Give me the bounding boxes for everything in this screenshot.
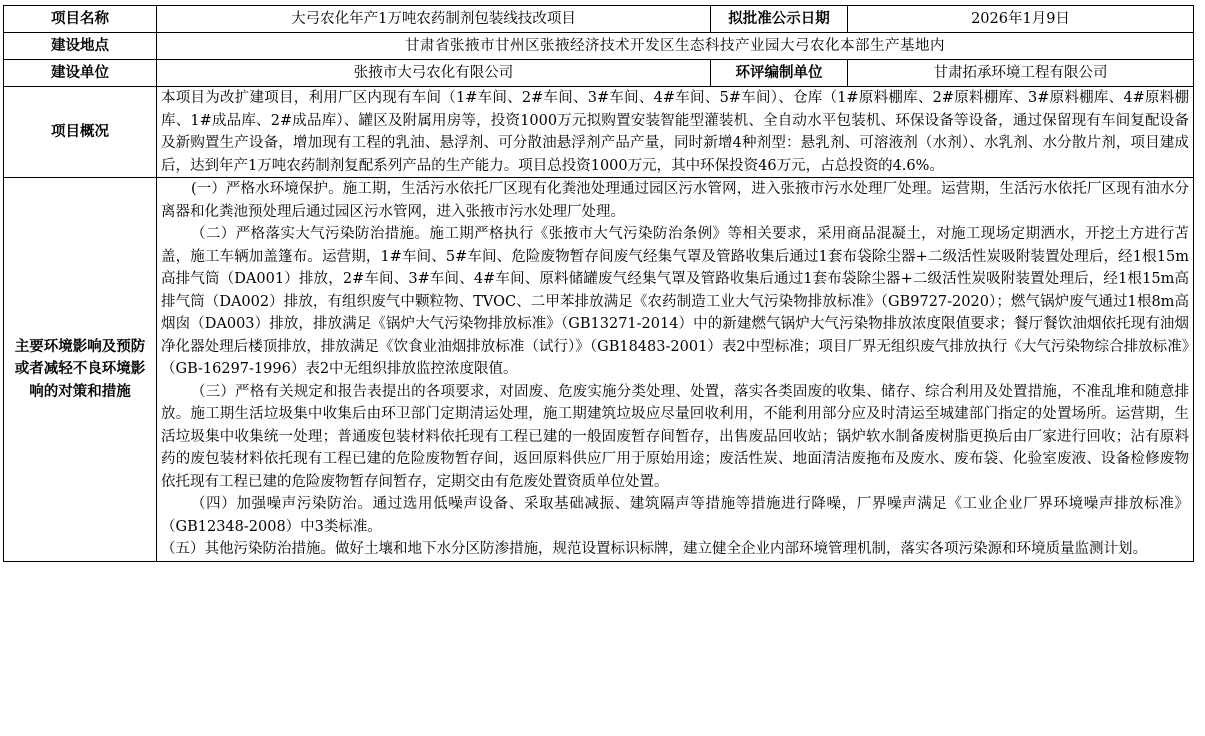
publicity-date-label: 拟批准公示日期 <box>711 6 848 33</box>
project-name-value: 大弓农化年产1万吨农药制剂包装线技改项目 <box>157 6 711 33</box>
eia-unit-label: 环评编制单位 <box>711 60 848 87</box>
builder-row <box>4 60 1194 87</box>
measures-row <box>4 178 1194 562</box>
measure-paragraph-other: （五）其他污染防治措施。做好土壤和地下水分区防渗措施，规范设置标识标牌，建立健全企业内部环境管理机制，落实各项污染源和环境质量监测计划。 <box>161 541 1147 557</box>
location-row <box>4 33 1194 60</box>
project-info-table <box>3 5 1194 562</box>
eia-unit-value: 甘肃拓承环境工程有限公司 <box>848 60 1194 87</box>
project-info-sheet <box>3 5 1193 562</box>
overview-paragraph: 本项目为改扩建项目，利用厂区内现有车间（1#车间、2#车间、3#车间、4#车间、5#车间）、仓库（1#原料棚库、2#原料棚库、3#原料棚库、4#原料棚库、1#成品库、2#成品库）、罐区及附属用房等，投资1000万元拟购置安装智能型灌装机、全自动水平包装机、环保设备等设备，通过保留现有车间复配设备及新购置生产设备，增加现有工程的乳油、悬浮剂、可分散油悬浮剂产品产量，同时新增4种剂型：悬乳剂、可溶液剂（水剂）、水乳剂、水分散片剂，项目建成后，达到年产1万吨农药制剂复配系列产品的生产能力。项目总投资1000万元，其中环保投资46万元，占总投资的4.6%。 <box>161 90 1189 174</box>
measure-paragraph-air: （二）严格落实大气污染防治措施。施工期严格执行《张掖市大气污染防治条例》等相关要求，采用商品混凝土，对施工现场定期洒水，开挖土方进行苫盖，施工车辆加盖篷布。运营期，1#车间、5#车间、危险废物暂存间废气经集气罩及管路收集后通过1套布袋除尘器+二级活性炭吸附装置处理后，经1根15m高排气筒（DA001）排放，2#车间、3#车间、4#车间、原料储罐废气经集气罩及管路收集后通过1套布袋除尘器+二级活性炭吸附装置处理后，经1根15m高排气筒（DA002）排放，有组织废气中颗粒物、TVOC、二甲苯排放满足《农药制造工业大气污染物排放标准》（GB9727-2020）；燃气锅炉废气通过1根8m高烟囱（DA003）排放，排放满足《锅炉大气污染物排放标准》（GB13271-2014）中的新建燃气锅炉大气污染物排放浓度限值要求；餐厅餐饮油烟依托现有油烟净化器处理后楼顶排放，排放满足《饮食业油烟排放标准（试行）》（GB18483-2001）表2中型标准；项目厂界无组织废气排放执行《大气污染物综合排放标准》（GB-16297-1996）表2中无组织排放监控浓度限值。 <box>161 226 1189 377</box>
overview-label: 项目概况 <box>4 87 157 178</box>
location-label: 建设地点 <box>4 33 157 60</box>
overview-text <box>157 87 1194 178</box>
measure-paragraph-noise: （四）加强噪声污染防治。通过选用低噪声设备、采取基础减振、建筑隔声等措施等措施进行降噪，厂界噪声满足《工业企业厂界环境噪声排放标准》（GB12348-2008）中3类标准。 <box>161 496 1189 535</box>
location-value: 甘肃省张掖市甘州区张掖经济技术开发区生态科技产业园大弓农化本部生产基地内 <box>157 33 1194 60</box>
measure-paragraph-waste: （三）严格有关规定和报告表提出的各项要求，对固废、危废实施分类处理、处置，落实各类固废的收集、储存、综合利用及处置措施，不准乱堆和随意排放。施工期生活垃圾集中收集后由环卫部门定期清运处理，施工期建筑垃圾应尽量回收利用，不能利用部分应及时清运至城建部门指定的处置场所。运营期，生活垃圾集中收集统一处理；普通废包装材料依托现有工程已建的一般固废暂存间暂存，出售废品回收站；锅炉软水制备废树脂更换后由厂家进行回收；沾有原料药的废包装材料依托现有工程已建的危险废物暂存间，返回原料供应厂用于原始用途；废活性炭、地面清洁废拖布及废水、废布袋、化验室废液、设备检修废物依托现有工程已建的危险废物暂存间暂存，定期交由有危废处置资质单位处置。 <box>161 383 1189 490</box>
publicity-date-value: 2026年1月9日 <box>848 6 1194 33</box>
builder-value: 张掖市大弓农化有限公司 <box>157 60 711 87</box>
builder-label: 建设单位 <box>4 60 157 87</box>
overview-row <box>4 87 1194 178</box>
project-name-label: 项目名称 <box>4 6 157 33</box>
measures-label: 主要环境影响及预防或者减轻不良环境影响的对策和措施 <box>4 178 157 562</box>
measures-text <box>157 178 1194 562</box>
project-name-row <box>4 6 1194 33</box>
measure-paragraph-water: (一）严格水环境保护。施工期，生活污水依托厂区现有化粪池处理通过园区污水管网，进入张掖市污水处理厂处理。运营期，生活污水依托厂区现有油水分离器和化粪池预处理后通过园区污水管网，进入张掖市污水处理厂处理。 <box>161 181 1189 220</box>
